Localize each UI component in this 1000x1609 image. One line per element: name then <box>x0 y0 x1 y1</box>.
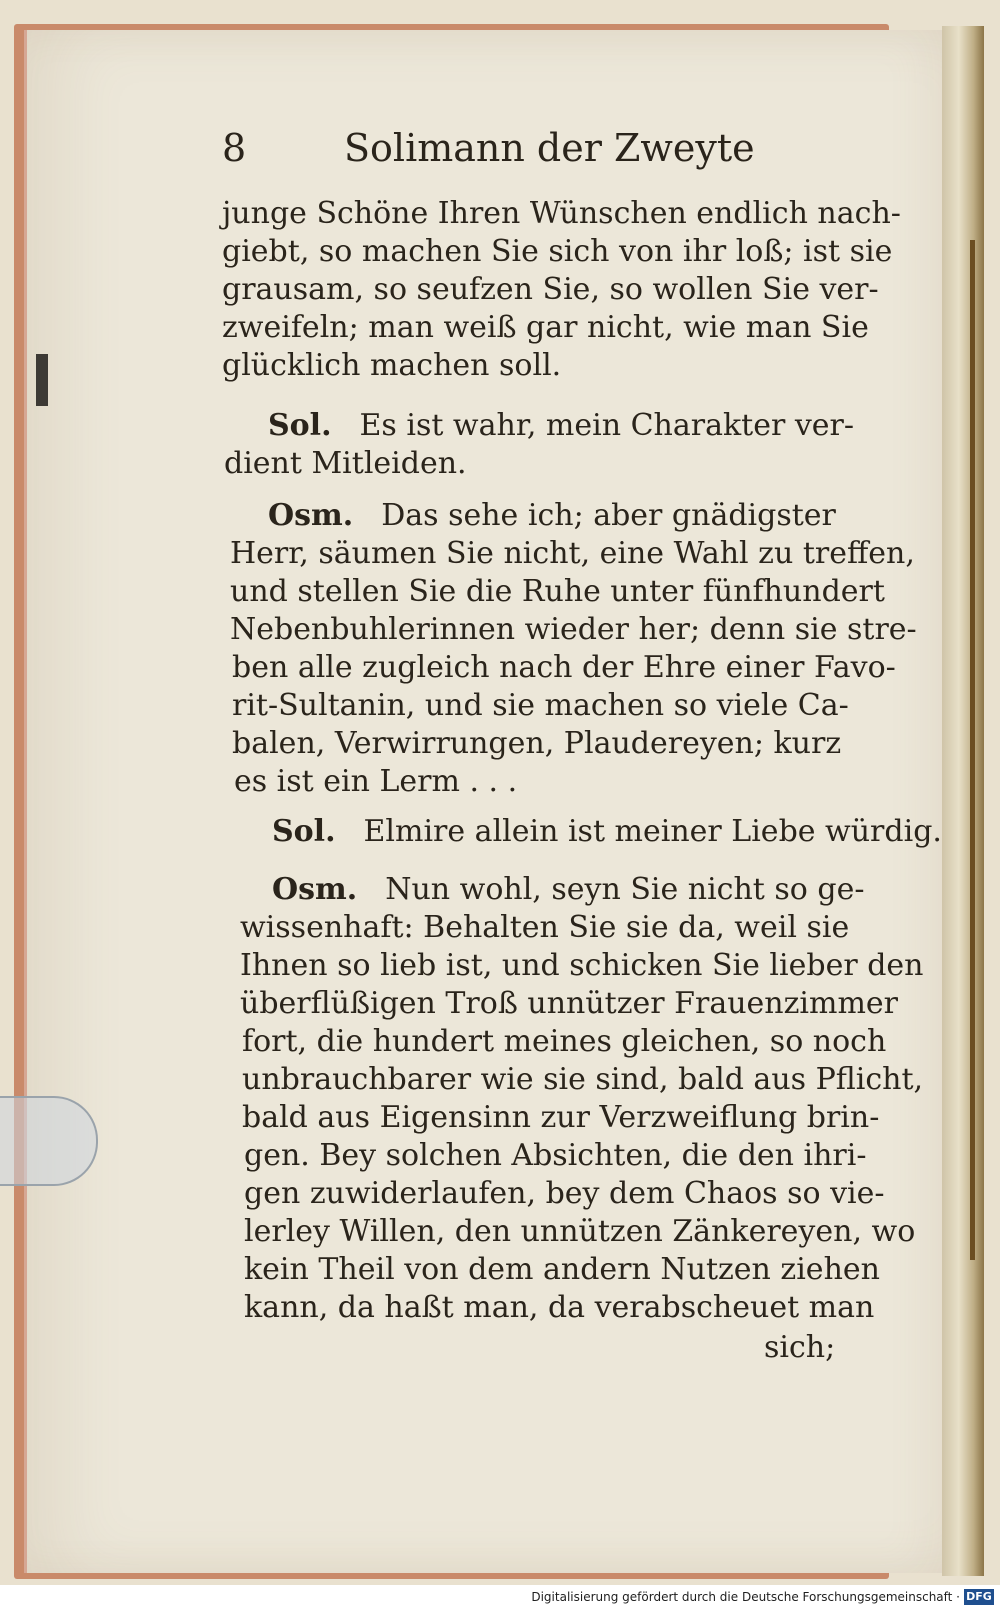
text-line: grausam, so seufzen Sie, so wollen Sie ver- <box>222 272 879 307</box>
speaker-label: Sol. <box>272 814 336 849</box>
speaker-label: Sol. <box>268 408 332 443</box>
text-line: wissenhaft: Behalten Sie sie da, weil sie <box>240 910 850 945</box>
catchword: sich; <box>764 1330 836 1365</box>
text-line: balen, Verwirrungen, Plaudereyen; kurz <box>232 726 842 761</box>
speech-line: Sol. Elmire allein ist meiner Liebe würdig. <box>272 814 942 849</box>
text-line: glücklich machen soll. <box>222 348 562 383</box>
dfg-logo: DFG <box>964 1589 994 1605</box>
speaker-label: Osm. <box>268 498 354 533</box>
bookmark-ribbon <box>36 354 48 406</box>
text-line: junge Schöne Ihren Wünschen endlich nach- <box>222 196 901 231</box>
text-line: zweifeln; man weiß gar nicht, wie man Sie <box>222 310 869 345</box>
speech-line: Osm. Nun wohl, seyn Sie nicht so ge- <box>272 872 865 907</box>
text-line: dient Mitleiden. <box>224 446 467 481</box>
text-line: und stellen Sie die Ruhe unter fünfhundert <box>230 574 885 609</box>
text-line: Nebenbuhlerinnen wieder her; denn sie stre- <box>230 612 917 647</box>
text-line: lerley Willen, den unnützen Zänkereyen, wo <box>244 1214 916 1249</box>
text-line: überflüßigen Troß unnützer Frauenzimmer <box>240 986 898 1021</box>
text-line: giebt, so machen Sie sich von ihr loß; ist sie <box>222 234 893 269</box>
text-line: es ist ein Lerm . . . <box>234 764 518 799</box>
text-line: ben alle zugleich nach der Ehre einer Favo- <box>232 650 896 685</box>
text-line: kein Theil von dem andern Nutzen ziehen <box>244 1252 880 1287</box>
clip-icon <box>0 1096 98 1186</box>
text-line: unbrauchbarer wie sie sind, bald aus Pflicht, <box>242 1062 924 1097</box>
text-line: Ihnen so lieb ist, und schicken Sie lieber den <box>240 948 924 983</box>
text-line: fort, die hundert meines gleichen, so noch <box>242 1024 887 1059</box>
page-edge <box>942 26 984 1576</box>
page-header <box>222 126 755 176</box>
text-line: bald aus Eigensinn zur Verzweiflung brin- <box>242 1100 880 1135</box>
text-line: Herr, säumen Sie nicht, eine Wahl zu treffen, <box>230 536 915 571</box>
text-line: rit-Sultanin, und sie machen so viele Ca- <box>232 688 849 723</box>
page-number: 8 <box>222 126 247 170</box>
running-title: Solimann der Zweyte <box>344 126 755 170</box>
spine-shadow <box>970 240 975 1260</box>
speaker-label: Osm. <box>272 872 358 907</box>
speech-line: Osm. Das sehe ich; aber gnädigster <box>268 498 836 533</box>
digitization-credit: Digitalisierung gefördert durch die Deutsche Forschungsgemeinschaft · <box>531 1590 960 1604</box>
text-line: kann, da haßt man, da verabscheuet man <box>244 1290 875 1325</box>
text-line: gen zuwiderlaufen, bey dem Chaos so vie- <box>244 1176 885 1211</box>
speech-line: Sol. Es ist wahr, mein Charakter ver- <box>268 408 855 443</box>
text-line: gen. Bey solchen Absichten, die den ihri- <box>244 1138 867 1173</box>
